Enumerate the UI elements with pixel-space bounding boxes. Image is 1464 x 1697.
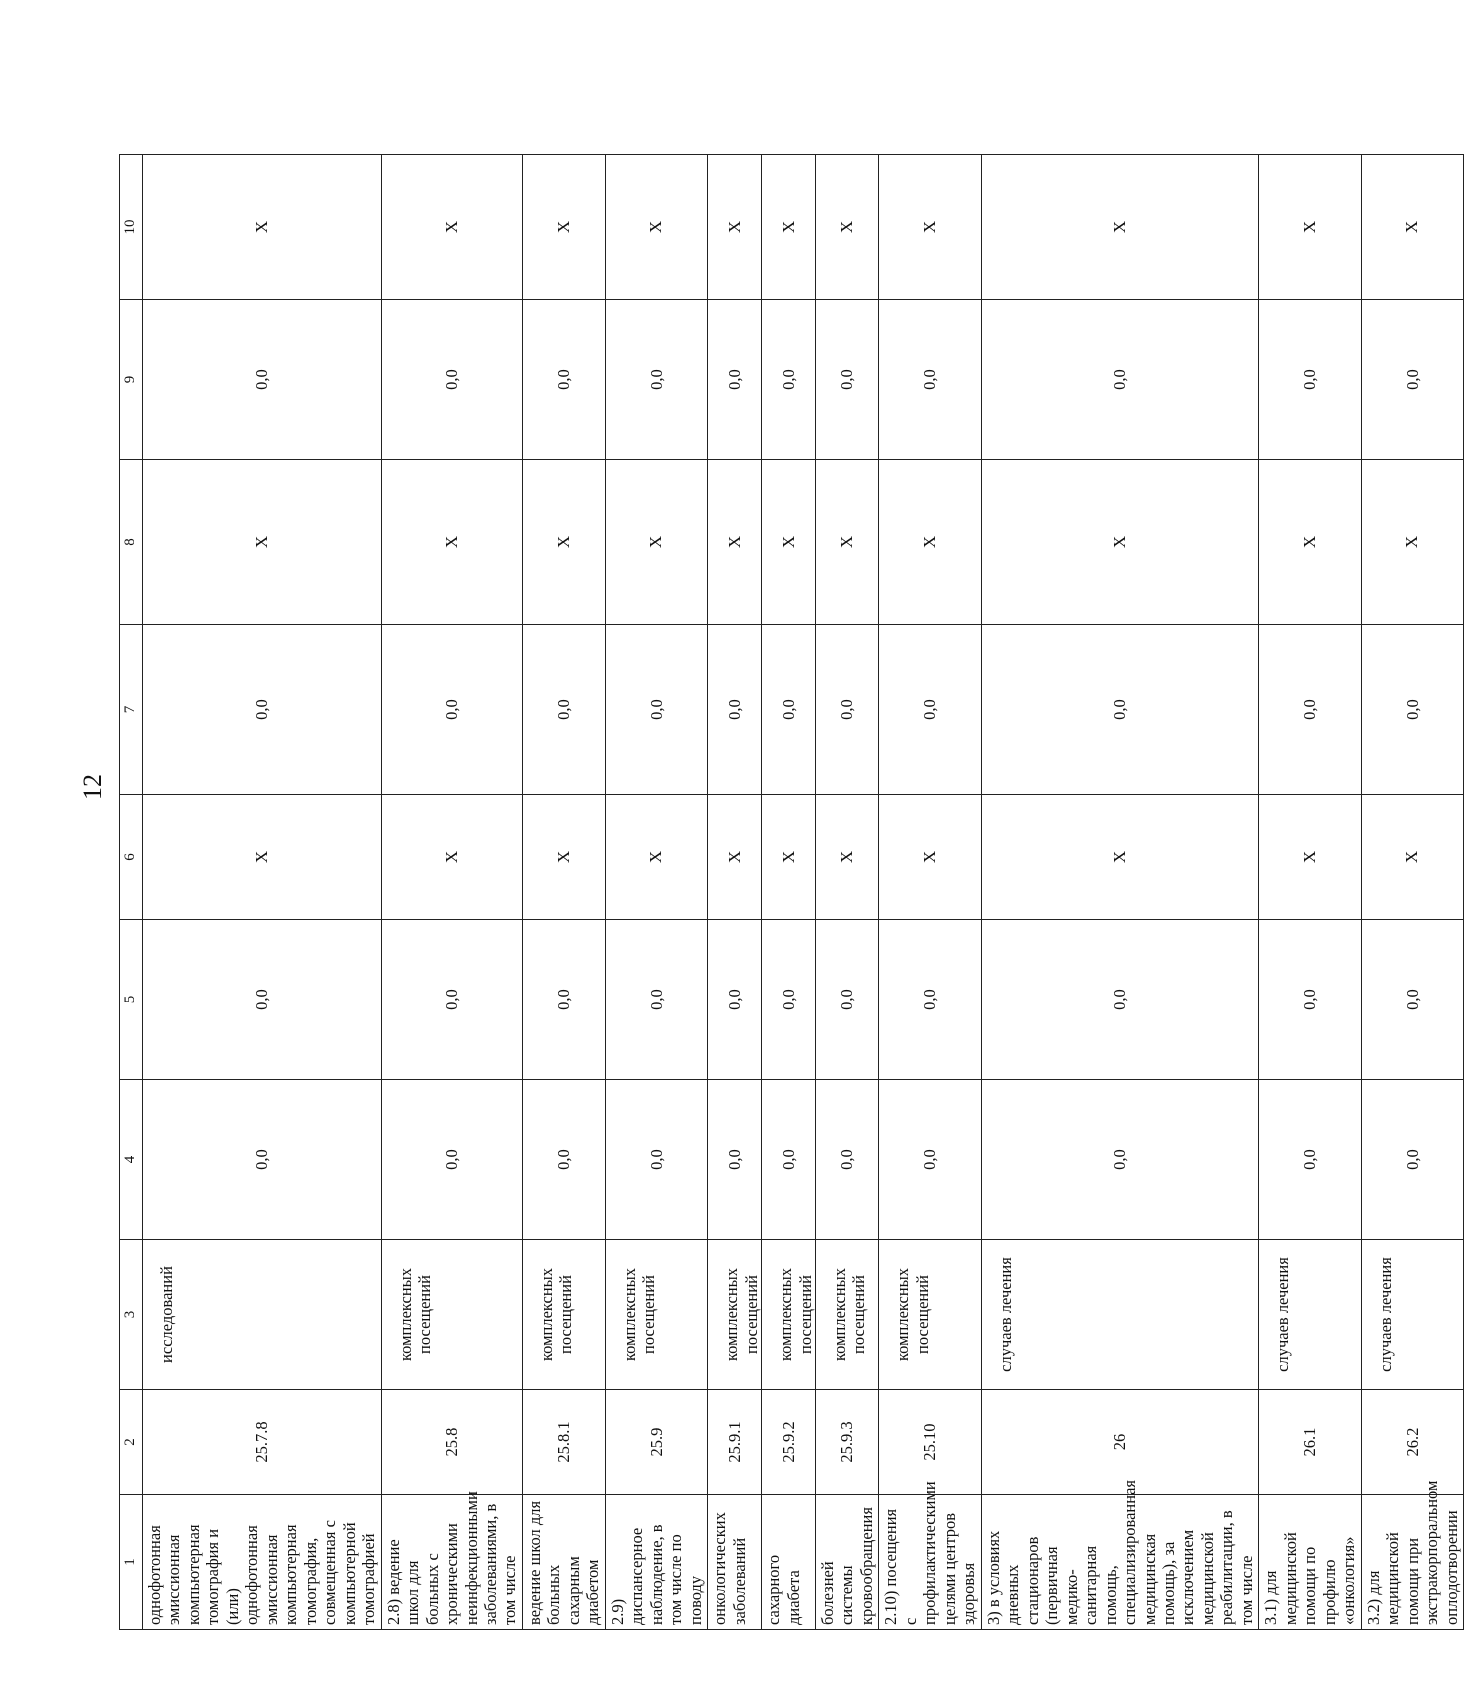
value-col7: 0,0 <box>816 625 879 795</box>
value-col5: 0,0 <box>381 920 522 1080</box>
value-col6: X <box>522 795 605 920</box>
table-row <box>816 155 879 1630</box>
value-col9: 0,0 <box>1361 300 1463 460</box>
row-name: ведение школ для больных сахарным диабетом <box>522 1495 605 1630</box>
row-name: 3.1) для медицинской помощи по профилю «онкология» <box>1259 1495 1361 1630</box>
value-col6: X <box>762 795 816 920</box>
value-col9: 0,0 <box>708 300 762 460</box>
column-header: 7 <box>120 625 143 795</box>
row-name: сахарного диабета <box>762 1495 816 1630</box>
row-unit: комплексных посещений <box>816 1240 879 1390</box>
value-col8: X <box>879 460 981 625</box>
value-col4: 0,0 <box>1361 1080 1463 1240</box>
row-name: 2.8) ведение школ для больных с хроническими неинфекционными заболеваниями, в том числе <box>381 1495 522 1630</box>
value-col6: X <box>981 795 1259 920</box>
value-col10: X <box>708 155 762 300</box>
rotated-table-sheet <box>119 155 1461 1630</box>
value-col10: X <box>381 155 522 300</box>
row-name: 2.9) диспансерное наблюдение, в том числе по поводу <box>605 1495 707 1630</box>
page-number: 12 <box>78 774 107 800</box>
column-header: 4 <box>120 1080 143 1240</box>
row-code: 25.7.8 <box>143 1390 382 1495</box>
value-col7: 0,0 <box>762 625 816 795</box>
table-row <box>762 155 816 1630</box>
row-unit: комплексных посещений <box>762 1240 816 1390</box>
value-col5: 0,0 <box>605 920 707 1080</box>
value-col8: X <box>381 460 522 625</box>
value-col9: 0,0 <box>143 300 382 460</box>
value-col10: X <box>1259 155 1361 300</box>
value-col6: X <box>708 795 762 920</box>
data-table <box>119 154 1464 1630</box>
value-col6: X <box>816 795 879 920</box>
row-name: 3) в условиях дневных стационаров (первичная медико-санитарная помощь, специализированная медицинская помощь), за исключением медицинской реабилитации, в том числе <box>981 1495 1259 1630</box>
value-col8: X <box>816 460 879 625</box>
value-col9: 0,0 <box>879 300 981 460</box>
table-header-row <box>120 155 143 1630</box>
value-col10: X <box>605 155 707 300</box>
value-col8: X <box>522 460 605 625</box>
row-code: 25.10 <box>879 1390 981 1495</box>
table-row <box>605 155 707 1630</box>
value-col5: 0,0 <box>1361 920 1463 1080</box>
value-col5: 0,0 <box>879 920 981 1080</box>
value-col5: 0,0 <box>762 920 816 1080</box>
table-row <box>143 155 382 1630</box>
value-col9: 0,0 <box>1259 300 1361 460</box>
value-col8: X <box>143 460 382 625</box>
row-name: болезней системы кровообращения <box>816 1495 879 1630</box>
value-col9: 0,0 <box>981 300 1259 460</box>
value-col4: 0,0 <box>981 1080 1259 1240</box>
value-col10: X <box>816 155 879 300</box>
row-name: онкологических заболеваний <box>708 1495 762 1630</box>
row-unit: комплексных посещений <box>708 1240 762 1390</box>
value-col6: X <box>1259 795 1361 920</box>
value-col8: X <box>762 460 816 625</box>
row-code: 25.9.3 <box>816 1390 879 1495</box>
value-col5: 0,0 <box>522 920 605 1080</box>
table-row <box>1259 155 1361 1630</box>
value-col5: 0,0 <box>708 920 762 1080</box>
value-col6: X <box>879 795 981 920</box>
value-col6: X <box>381 795 522 920</box>
value-col7: 0,0 <box>605 625 707 795</box>
row-code: 26 <box>981 1390 1259 1495</box>
value-col5: 0,0 <box>981 920 1259 1080</box>
value-col4: 0,0 <box>708 1080 762 1240</box>
row-code: 25.8 <box>381 1390 522 1495</box>
table-row <box>522 155 605 1630</box>
value-col4: 0,0 <box>816 1080 879 1240</box>
value-col4: 0,0 <box>522 1080 605 1240</box>
value-col7: 0,0 <box>1259 625 1361 795</box>
row-code: 25.9 <box>605 1390 707 1495</box>
row-unit: случаев лечения <box>1361 1240 1463 1390</box>
row-unit: комплексных посещений <box>605 1240 707 1390</box>
value-col9: 0,0 <box>762 300 816 460</box>
value-col8: X <box>605 460 707 625</box>
value-col10: X <box>981 155 1259 300</box>
table-row <box>981 155 1259 1630</box>
value-col6: X <box>143 795 382 920</box>
row-unit: комплексных посещений <box>879 1240 981 1390</box>
value-col5: 0,0 <box>143 920 382 1080</box>
column-header: 9 <box>120 300 143 460</box>
value-col4: 0,0 <box>762 1080 816 1240</box>
value-col10: X <box>143 155 382 300</box>
value-col7: 0,0 <box>522 625 605 795</box>
value-col8: X <box>1259 460 1361 625</box>
value-col4: 0,0 <box>879 1080 981 1240</box>
value-col10: X <box>762 155 816 300</box>
value-col8: X <box>1361 460 1463 625</box>
value-col8: X <box>708 460 762 625</box>
row-code: 25.9.2 <box>762 1390 816 1495</box>
value-col4: 0,0 <box>143 1080 382 1240</box>
row-unit: исследований <box>143 1240 382 1390</box>
column-header: 6 <box>120 795 143 920</box>
table-row <box>381 155 522 1630</box>
row-code: 25.8.1 <box>522 1390 605 1495</box>
value-col8: X <box>981 460 1259 625</box>
row-unit: случаев лечения <box>1259 1240 1361 1390</box>
row-unit: комплексных посещений <box>381 1240 522 1390</box>
value-col9: 0,0 <box>522 300 605 460</box>
column-header: 10 <box>120 155 143 300</box>
value-col7: 0,0 <box>981 625 1259 795</box>
value-col10: X <box>522 155 605 300</box>
table-row <box>1361 155 1463 1630</box>
row-name: 3.2) для медицинской помощи при экстракорпоральном оплодотворении <box>1361 1495 1463 1630</box>
value-col9: 0,0 <box>816 300 879 460</box>
value-col7: 0,0 <box>1361 625 1463 795</box>
value-col10: X <box>879 155 981 300</box>
row-code: 26.2 <box>1361 1390 1463 1495</box>
column-header: 2 <box>120 1390 143 1495</box>
value-col9: 0,0 <box>381 300 522 460</box>
row-unit: случаев лечения <box>981 1240 1259 1390</box>
column-header: 1 <box>120 1495 143 1630</box>
value-col5: 0,0 <box>1259 920 1361 1080</box>
value-col6: X <box>605 795 707 920</box>
table-row <box>879 155 981 1630</box>
column-header: 8 <box>120 460 143 625</box>
table-row <box>708 155 762 1630</box>
value-col10: X <box>1361 155 1463 300</box>
row-code: 26.1 <box>1259 1390 1361 1495</box>
column-header: 5 <box>120 920 143 1080</box>
row-code: 25.9.1 <box>708 1390 762 1495</box>
value-col6: X <box>1361 795 1463 920</box>
value-col7: 0,0 <box>381 625 522 795</box>
value-col7: 0,0 <box>879 625 981 795</box>
value-col4: 0,0 <box>381 1080 522 1240</box>
value-col4: 0,0 <box>605 1080 707 1240</box>
value-col7: 0,0 <box>143 625 382 795</box>
value-col5: 0,0 <box>816 920 879 1080</box>
row-name: однофотонная эмиссионная компьютерная томография и (или) однофотонная эмиссионная компьютерная томография, совмещенная с компьютерной томографией <box>143 1495 382 1630</box>
value-col4: 0,0 <box>1259 1080 1361 1240</box>
row-unit: комплексных посещений <box>522 1240 605 1390</box>
column-header: 3 <box>120 1240 143 1390</box>
row-name: 2.10) посещения с профилактическими целями центров здоровья <box>879 1495 981 1630</box>
value-col9: 0,0 <box>605 300 707 460</box>
value-col7: 0,0 <box>708 625 762 795</box>
